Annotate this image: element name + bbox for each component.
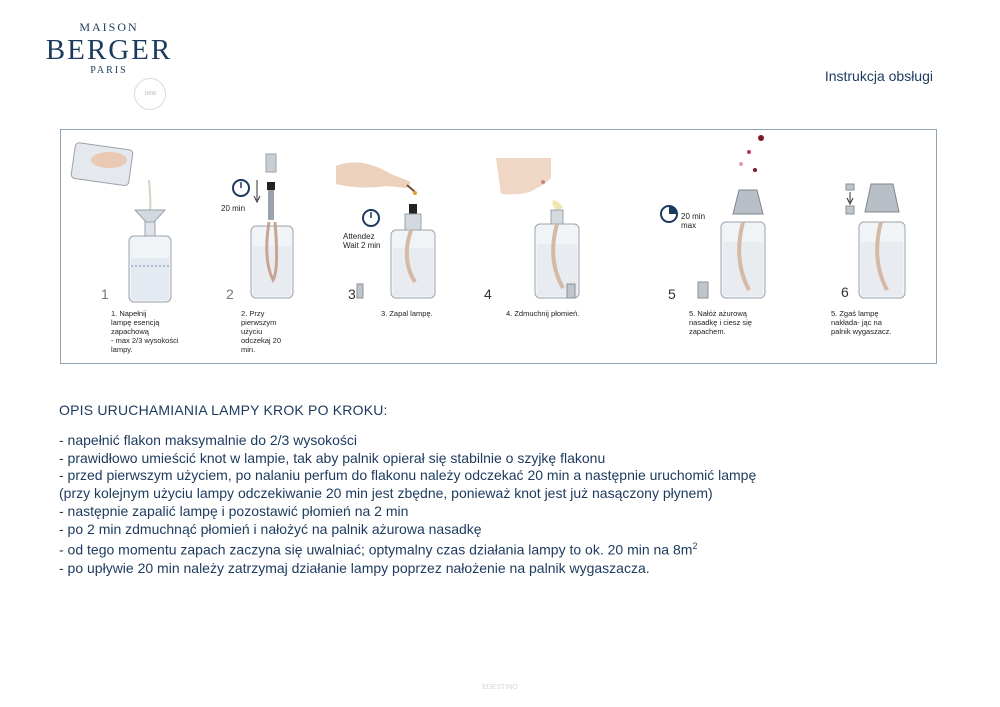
brand-seal: 1898 xyxy=(134,78,166,110)
step-3-caption xyxy=(381,309,433,318)
step-5-number: 5 xyxy=(668,286,676,302)
caption-line: 2. Przy xyxy=(241,309,265,318)
timer-label-fr: Attendez xyxy=(343,232,375,241)
document-title: Instrukcja obsługi xyxy=(824,68,933,84)
step-4-number: 4 xyxy=(484,286,492,302)
step-2-timer-label: 20 min xyxy=(221,204,246,213)
superscript-two: 2 xyxy=(692,541,698,552)
footer-watermark: EDESTINO xyxy=(482,684,518,691)
brand-line-berger: BERGER xyxy=(45,34,173,66)
step-3-number: 3 xyxy=(348,286,356,302)
caption-line: - max 2/3 wysokości xyxy=(111,336,179,345)
caption-line: zapachową xyxy=(111,327,149,336)
list-item: (przy kolejnym użyciu lampy odczekiwanie 20 min jest zbędne, ponieważ knot jest już nasączony płynem) xyxy=(59,485,713,502)
step-1 xyxy=(61,130,201,365)
step-2-number: 2 xyxy=(226,286,234,302)
caption-line: pierwszym xyxy=(241,318,277,327)
caption-line: 4. Zdmuchnij płomień. xyxy=(506,309,580,318)
step-3-timer-label xyxy=(343,232,381,250)
caption-line: 3. Zapal lampę. xyxy=(381,309,433,318)
caption-line: użyciu xyxy=(241,327,263,336)
section-heading: OPIS URUCHAMIANIA LAMPY KROK PO KROKU: xyxy=(59,402,388,418)
brand-line-paris: PARIS xyxy=(90,65,128,76)
timer-duration: 20 min xyxy=(681,212,706,221)
caption-line: lampę esencją xyxy=(111,318,160,327)
step-4-illustration xyxy=(471,130,631,365)
list-item: - napełnić flakon maksymalnie do 2/3 wysokości xyxy=(59,432,358,448)
step-6 xyxy=(821,130,936,365)
caption-line: zapachem. xyxy=(689,327,726,336)
caption-line: odczekaj 20 xyxy=(241,336,282,345)
step-5-timer-label xyxy=(681,212,705,230)
list-item: - po 2 min zdmuchnąć płomień i nałożyć na palnik ażurowa nasadkę xyxy=(59,520,482,537)
step-4 xyxy=(471,130,631,365)
caption-line: palnik wygaszacz. xyxy=(831,327,892,336)
list-item xyxy=(59,538,756,559)
step-2-caption xyxy=(241,309,281,354)
caption-line: lampy. xyxy=(111,345,133,354)
step-2 xyxy=(211,130,331,365)
caption-line: 5. Nałóż ażurową xyxy=(689,309,747,318)
step-1-caption xyxy=(111,309,179,354)
step-4-caption xyxy=(506,309,579,318)
timer-label-en: Wait xyxy=(343,241,359,250)
list-item: - prawidłowo umieścić knot w lampie, tak aby palnik opierał się stabilnie o szyjkę flakonu xyxy=(59,449,606,466)
caption-line: 5. Zgaś lampę xyxy=(831,309,879,318)
timer-duration: 2 min xyxy=(360,241,381,250)
instruction-list xyxy=(59,432,756,577)
brand-logo xyxy=(44,20,174,97)
list-item: - następnie zapalić lampę i pozostawić płomień na 2 min xyxy=(59,502,409,519)
brand-line-maison: MAISON xyxy=(79,20,139,34)
caption-line: nakłada- jąc na xyxy=(831,318,882,327)
list-item: - po upływie 20 min należy zatrzymaj działanie lampy poprzez nałożenie na palnik wygaszacza. xyxy=(59,559,650,576)
step-5-caption xyxy=(689,309,752,336)
instruction-panel xyxy=(60,129,937,364)
step-6-number: 6 xyxy=(841,284,849,300)
caption-line: nasadkę i ciesz się xyxy=(689,318,752,327)
step-5 xyxy=(651,130,791,365)
caption-line: min. xyxy=(241,345,256,354)
list-item-text: - od tego momentu zapach zaczyna się uwalniać; optymalny czas działania lampy to ok. 20 min na 8m xyxy=(59,541,693,558)
step-1-number: 1 xyxy=(101,286,109,302)
list-item: - przed pierwszym użyciem, po nalaniu perfum do flakonu należy odczekać 20 min a następnie uruchomić lampę xyxy=(59,467,757,484)
timer-max: max xyxy=(681,221,697,230)
step-3 xyxy=(331,130,471,365)
caption-line: 1. Napełnij xyxy=(111,309,147,318)
step-6-caption xyxy=(831,309,891,336)
